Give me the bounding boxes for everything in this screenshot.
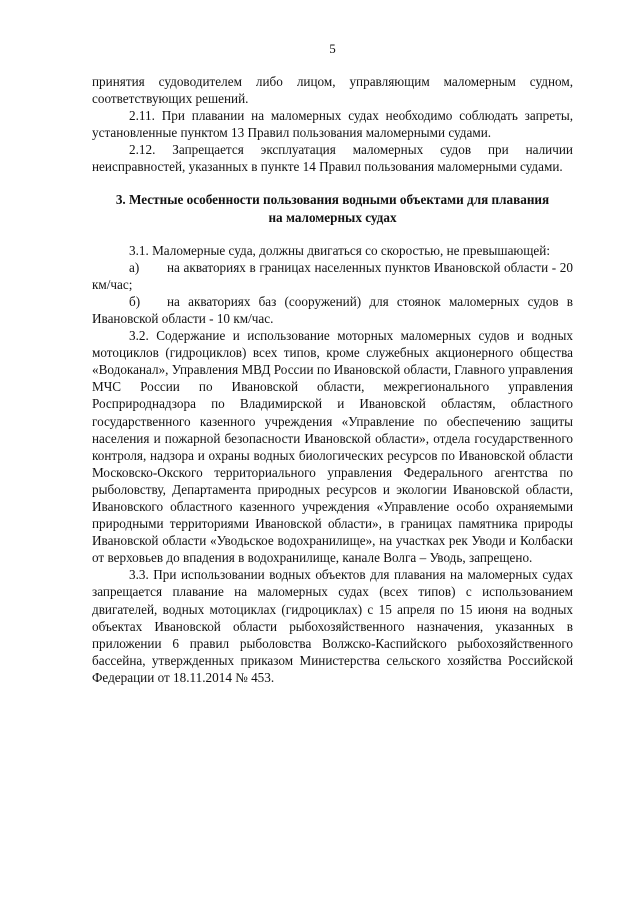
paragraph-2-12: 2.12. Запрещается эксплуатация маломерных судов при наличии неисправностей, указанных в пункте 14 Правил пользования маломерными судами. [92, 142, 573, 175]
page-number: 5 [329, 41, 336, 56]
list-text-a: на акваториях в границах населенных пунктов Ивановской области - 20 км/час; [92, 259, 573, 292]
document-page [92, 40, 573, 686]
paragraph-2-11: 2.11. При плавании на маломерных судах необходимо соблюдать запреты, установленные пунктом 13 Правил пользования маломерными судами. [92, 108, 573, 141]
paragraph-continuation: принятия судоводителем либо лицом, управляющим маломерным судном, соответствующих решений. [92, 74, 573, 107]
list-marker-b: б) [129, 293, 141, 309]
list-marker-a: а) [129, 259, 140, 275]
spacer [92, 176, 573, 191]
list-item-b [92, 293, 573, 327]
paragraph-3-2: 3.2. Содержание и использование моторных маломерных судов и водных мотоциклов (гидроциклов) всех типов, кроме служебных акционерного общества «Водоканал», Управления МВД России по Ивановской области, Главного управления МЧС России по Ивановской области, межрегионального управления Росприроднадзора по Владимирской и Ивановской областям, областного государственного казенного учреждения «Управление по обеспечению защиты населения и пожарной безопасности Ивановской области», отдела государственного контроля, надзора и охраны водных биологических ресурсов по Ивановской области Московско-Окского территориального управления Федерального агентства по рыболовству, Департамента природных ресурсов и экологии Ивановской области, Ивановского областного казенного учреждения «Управление особо охраняемыми природными территориями Ивановской области», в границах памятника природы Ивановской области «Уводьское водохранилище», на участках рек Уводи и Колбаски от верховьев до впадения в водохранилище, канале Волга – Уводь, запрещено. [92, 328, 573, 566]
paragraph-3-3: 3.3. При использовании водных объектов для плавания на маломерных судах запрещается плавание на маломерных судах (всех типов) с использованием двигателей, водных мотоциклах (гидроциклах) с 15 апреля по 15 июня на водных объектах Ивановской области рыбохозяйственного назначения, указанных в приложении 6 правил рыболовства Волжско-Каспийского рыбохозяйственного бассейна, утвержденных приказом Министерства сельского хозяйства Российской Федерации от 18.11.2014 № 453. [92, 567, 573, 685]
spacer [92, 227, 573, 242]
list-text-b: на акваториях баз (сооружений) для стоянок маломерных судов в Ивановской области - 10 км/час. [92, 293, 573, 326]
list-item-a [92, 259, 573, 293]
section-3-heading: 3. Местные особенности пользования водными объектами для плавания на маломерных судах [115, 191, 550, 225]
paragraph-3-1: 3.1. Маломерные суда, должны двигаться со скоростью, не превышающей: [129, 242, 551, 258]
